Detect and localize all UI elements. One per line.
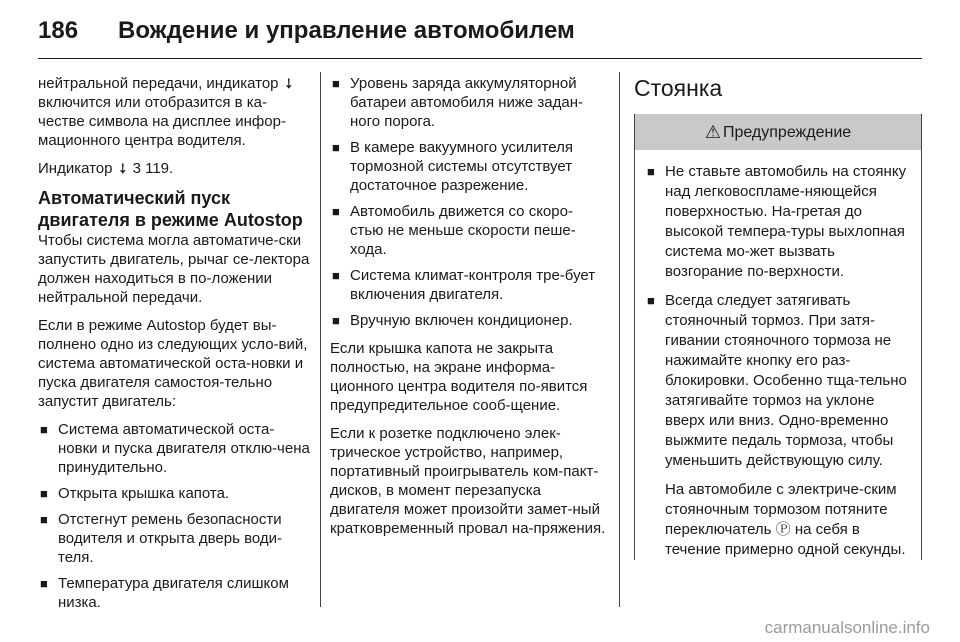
list-item-text: Уровень заряда аккумуляторной батареи автомобиля ниже задан-ного порога. (350, 75, 584, 130)
list-item (38, 420, 310, 477)
list-item-text: Система автоматической оста-новки и пуска двигателя отклю-чена принудительно. (58, 421, 310, 476)
conditions-list-continued (330, 74, 606, 330)
page-ref-arrow-icon: 3 (132, 160, 141, 177)
column-3 (634, 74, 922, 560)
autostop-indicator-icon: ➘ (113, 158, 133, 178)
list-item-text: Открыта крышка капота. (58, 485, 230, 502)
bullet-icon: ■ (647, 164, 655, 179)
paragraph: Чтобы система могла автоматиче-ски запустить двигатель, рычаг се-лектора должен находиться в по-ложении нейтральной передачи. (38, 232, 310, 306)
bullet-icon: ■ (647, 293, 655, 308)
parking-brake-switch-icon: Ⓟ (775, 521, 791, 538)
list-item (38, 510, 310, 567)
autostop-indicator-icon: ➘ (279, 73, 299, 93)
bullet-icon: ■ (332, 313, 340, 328)
warning-box (634, 114, 922, 560)
list-item-text: Система климат-контроля тре-бует включения двигателя. (350, 267, 596, 303)
paragraph: Если к розетке подключено элек-трическое устройство, например, портативный проигрыватель ком-пакт-дисков, в момент перезапуска двигателя может произойти замет-ный кратковременный провал на-пряжения. (330, 425, 606, 537)
warning-icon: ⚠ (704, 121, 721, 142)
text: Индикатор (38, 160, 113, 177)
column-divider-2 (619, 72, 620, 607)
page-title: Вождение и управление автомобилем (118, 17, 575, 44)
bullet-icon: ■ (332, 140, 340, 155)
page-number: 186 (38, 17, 79, 44)
paragraph: Если в режиме Autostop будет вы-полнено одно из следующих усло-вий, система автоматической оста-новки и пуска двигателя самостоя-тельно запустит двигатель: (38, 317, 308, 410)
list-item-text: Отстегнут ремень безопасности водителя и открыта дверь води-теля. (58, 511, 283, 566)
warning-subparagraph (645, 480, 915, 560)
list-item (38, 574, 310, 612)
list-item-text: Вручную включен кондиционер. (350, 312, 573, 329)
list-item-text: Всегда следует затягивать стояночный тормоз. При затя-гивании стояночного тормоза не нажимайте кнопку его раз-блокировки. Особенно тща-тельно затягивайте тормоз на уклоне вверх или вниз. Одно-временно выжмите педаль тормоза, чтобы уменьшить действующую силу. (665, 292, 907, 469)
paragraph-indicator (38, 74, 310, 150)
bullet-icon: ■ (332, 268, 340, 283)
paragraph-indicator-ref (38, 159, 310, 178)
column-2 (330, 74, 606, 547)
text: На автомобиле с электриче-ским стояночным тормозом потяните переключатель (665, 481, 897, 538)
text: включится или отобразится в ка-честве символа на дисплее инфор-мационного центра водителя. (38, 94, 286, 149)
list-item-text: Не ставьте автомобиль на стоянку над легковоспламе-няющейся поверхностью. На-гретая до высокой темпера-туры выхлопная система мо-жет вызвать возгорание по-верхности. (665, 163, 907, 280)
warning-title: Предупреждение (722, 123, 852, 141)
warning-list (645, 162, 915, 471)
list-item (330, 74, 606, 131)
conditions-list (38, 420, 310, 612)
bullet-icon: ■ (40, 486, 48, 501)
section-heading-autostart: Автоматический пуск двигателя в режиме Autostop (38, 188, 303, 230)
list-item-text: В камере вакуумного усилителя тормозной системы отсутствует достаточное разрежение. (350, 139, 573, 194)
bullet-icon: ■ (40, 512, 48, 527)
watermark: carmanualsonline.info (764, 618, 930, 637)
warning-header (635, 114, 921, 150)
bullet-icon: ■ (40, 422, 48, 437)
page-header (38, 14, 575, 48)
page-ref-link[interactable]: 119. (145, 160, 174, 177)
section-heading-parking: Стоянка (634, 75, 723, 101)
bullet-icon: ■ (332, 76, 340, 91)
list-item (330, 266, 606, 304)
bullet-icon: ■ (332, 204, 340, 219)
warning-body (635, 150, 921, 560)
list-item (38, 484, 310, 503)
list-item-text: Температура двигателя слишком низка. (58, 575, 289, 611)
column-divider-1 (320, 72, 321, 607)
text: на себя в течение примерно одной секунды. (665, 521, 906, 558)
list-item (645, 291, 915, 471)
header-rule (38, 58, 922, 59)
text: нейтральной передачи, индикатор (38, 75, 279, 92)
list-item-text: Автомобиль движется со скоро-стью не меньше скорости пеше-хода. (350, 203, 576, 258)
column-1 (38, 74, 310, 621)
bullet-icon: ■ (40, 576, 48, 591)
list-item (330, 311, 606, 330)
list-item (330, 138, 606, 195)
list-item (645, 162, 915, 282)
list-item (330, 202, 606, 259)
paragraph: Если крышка капота не закрыта полностью, на экране информа-ционного центра водителя по-явится предупредительное сооб-щение. (330, 340, 588, 414)
